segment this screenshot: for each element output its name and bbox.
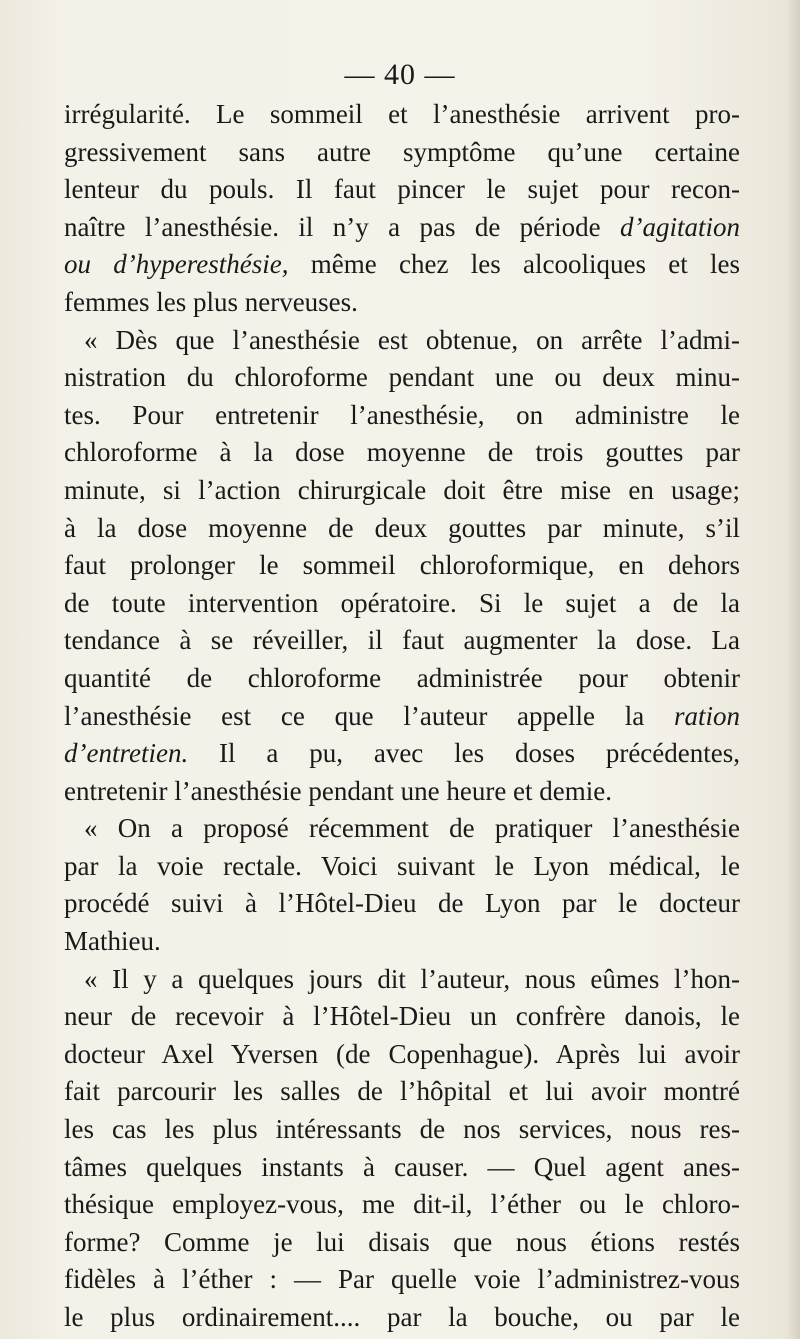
text-line	[64, 547, 740, 585]
text-line	[64, 810, 740, 848]
text-line	[64, 510, 740, 548]
text-run: minute, si l’action chirurgicale doit être mise en usage;	[64, 474, 740, 505]
italic-text: ration	[673, 700, 740, 731]
text-line	[64, 1224, 740, 1262]
text-run: fidèles à l’éther : — Par quelle voie l’administrez-vous	[64, 1264, 740, 1295]
text-run: quantité de chloroforme administrée pour obtenir	[64, 662, 740, 693]
text-line	[64, 773, 740, 811]
text-run: tendance à se réveiller, il faut augmenter la dose. La	[64, 625, 740, 656]
text-line	[64, 134, 740, 172]
page-number: — 40 —	[344, 58, 456, 91]
text-line	[64, 1261, 740, 1299]
text-run: Il a pu, avec les doses précédentes,	[188, 738, 740, 769]
text-run: les cas les plus intéressants de nos services, nous res-	[64, 1114, 740, 1145]
text-run: « Il y a quelques jours dit l’auteur, nous eûmes l’hon-	[84, 963, 740, 994]
page-edge-shadow	[786, 0, 800, 1339]
text-line	[64, 96, 740, 134]
body-text	[64, 96, 740, 1337]
text-run: lenteur du pouls. Il faut pincer le sujet pour recon-	[64, 174, 740, 205]
text-run: thésique employez-vous, me dit-il, l’éther ou le chloro-	[64, 1189, 740, 1220]
text-line	[64, 397, 740, 435]
text-run: faut prolonger le sommeil chloroformique, en dehors	[64, 550, 740, 581]
text-run: tâmes quelques instants à causer. — Quel agent anes-	[64, 1151, 740, 1182]
text-line	[64, 472, 740, 510]
text-run: docteur Axel Yversen (de Copenhague). Après lui avoir	[64, 1038, 740, 1069]
text-line	[64, 998, 740, 1036]
text-line	[64, 284, 740, 322]
text-line	[64, 585, 740, 623]
text-line	[64, 359, 740, 397]
text-run: par la voie rectale. Voici suivant le Lyon médical, le	[64, 850, 740, 881]
text-run: « Dès que l’anesthésie est obtenue, on arrête l’admi-	[84, 324, 740, 355]
text-run: Mathieu.	[64, 926, 161, 957]
text-line	[64, 885, 740, 923]
text-line	[64, 660, 740, 698]
text-line	[64, 1149, 740, 1187]
italic-text: d’agitation	[620, 211, 740, 242]
text-run: chloroforme à la dose moyenne de trois gouttes par	[64, 437, 740, 468]
italic-text: ou d’hyperesthésie,	[64, 249, 289, 280]
text-run: naître l’anesthésie. il n’y a pas de période	[64, 211, 620, 242]
text-line	[64, 322, 740, 360]
text-line	[64, 1186, 740, 1224]
text-line	[64, 246, 740, 284]
text-run: forme? Comme je lui disais que nous étions restés	[64, 1226, 740, 1257]
italic-text: d’entretien.	[64, 738, 189, 769]
text-line	[64, 1073, 740, 1111]
text-line	[64, 1036, 740, 1074]
text-line	[64, 171, 740, 209]
text-run: gressivement sans autre symptôme qu’une certaine	[64, 136, 740, 167]
text-run: tes. Pour entretenir l’anesthésie, on administre le	[64, 399, 740, 430]
text-line	[64, 923, 740, 961]
text-line	[64, 961, 740, 999]
text-run: de toute intervention opératoire. Si le sujet a de la	[64, 587, 740, 618]
text-line	[64, 1299, 740, 1337]
text-line	[64, 622, 740, 660]
text-run: neur de recevoir à l’Hôtel-Dieu un confrère danois, le	[64, 1001, 740, 1032]
text-line	[64, 1111, 740, 1149]
text-run: à la dose moyenne de deux gouttes par minute, s’il	[64, 512, 740, 543]
text-run: irrégularité. Le sommeil et l’anesthésie arrivent pro-	[64, 99, 740, 129]
text-run: le plus ordinairement.... par la bouche, ou par le	[64, 1302, 740, 1332]
text-run: fait parcourir les salles de l’hôpital et lui avoir montré	[64, 1076, 740, 1107]
text-run: femmes les plus nerveuses.	[64, 286, 358, 317]
text-line	[64, 735, 740, 773]
text-run: nistration du chloroforme pendant une ou deux minu-	[64, 362, 740, 393]
text-run: procédé suivi à l’Hôtel-Dieu de Lyon par le docteur	[64, 888, 740, 919]
text-line	[64, 209, 740, 247]
text-run: l’anesthésie est ce que l’auteur appelle la	[64, 700, 674, 731]
text-run: même chez les alcooliques et les	[288, 249, 740, 280]
text-run: entretenir l’anesthésie pendant une heure et demie.	[64, 775, 613, 806]
text-line	[64, 698, 740, 736]
text-run: « On a proposé récemment de pratiquer l’anesthésie	[84, 813, 740, 844]
text-line	[64, 848, 740, 886]
text-line	[64, 434, 740, 472]
